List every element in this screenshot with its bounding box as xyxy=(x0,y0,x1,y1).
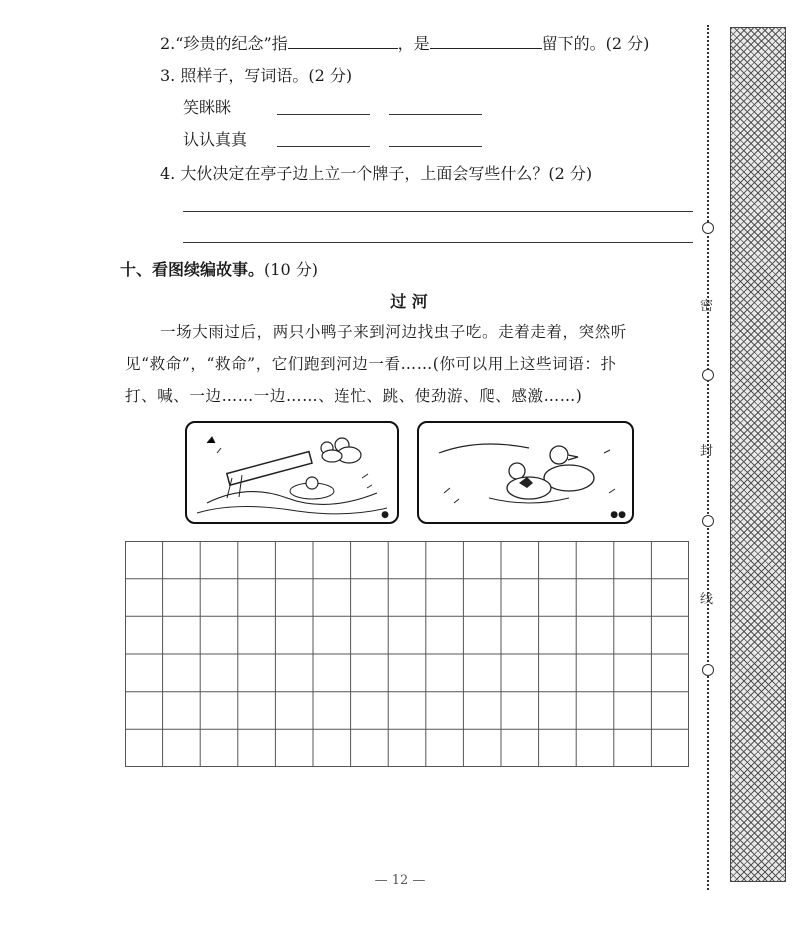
question-3-title: 3. 照样子，写词语。(2 分) xyxy=(160,66,353,85)
q4-answer-line-2[interactable] xyxy=(183,242,693,243)
story-line-2: 见“救命”，“救命”，它们跑到河边一看……(你可以用上这些词语：扑 xyxy=(125,355,617,373)
decorative-pattern-strip xyxy=(730,27,786,882)
story-line-1: 一场大雨过后，两只小鸭子来到河边找虫子吃。走着走着，突然听 xyxy=(160,323,627,341)
picture-2-mark: ●● xyxy=(610,510,626,520)
writing-grid-lines xyxy=(125,541,689,767)
q3-blank-1b[interactable] xyxy=(389,114,482,115)
question-2 xyxy=(160,31,649,54)
seal-char-2: 封 xyxy=(700,444,714,459)
q2-blank-1[interactable] xyxy=(288,32,398,49)
q3-example-2: 认认真真 xyxy=(183,130,248,149)
page-number: — 12 — xyxy=(374,873,426,888)
writing-grid[interactable] xyxy=(125,541,689,767)
q3-blank-2a[interactable] xyxy=(277,146,370,147)
seal-char-3: 线 xyxy=(700,592,714,607)
picture-1-mark: ● xyxy=(381,510,389,520)
section-10-score: (10 分) xyxy=(264,260,318,279)
q2-middle: ，是 xyxy=(397,34,430,53)
story-title: 过 河 xyxy=(390,292,428,311)
q2-blank-2[interactable] xyxy=(430,32,542,49)
q2-suffix: 留下的。(2 分) xyxy=(541,34,650,53)
q3-blank-2b[interactable] xyxy=(389,146,482,147)
q2-prefix: 2.“珍贵的纪念”指 xyxy=(160,34,288,53)
seal-circle-1 xyxy=(702,222,714,234)
seal-circle-2 xyxy=(702,369,714,381)
q3-example-1: 笑眯眯 xyxy=(183,98,232,117)
story-line-3: 打、喊、一边……一边……、连忙、跳、使劲游、爬、感激……) xyxy=(125,387,583,405)
ducks-rescue-illustration xyxy=(419,423,632,522)
seal-circle-3 xyxy=(702,515,714,527)
picture-1-frame xyxy=(185,421,399,524)
section-10-title: 十、看图续编故事。 xyxy=(120,260,265,279)
q4-answer-line-1[interactable] xyxy=(183,211,693,212)
picture-2-frame xyxy=(417,421,634,524)
q3-blank-1a[interactable] xyxy=(277,114,370,115)
duck-log-illustration xyxy=(187,423,397,522)
seal-circle-4 xyxy=(702,664,714,676)
question-4-title: 4. 大伙决定在亭子边上立一个牌子，上面会写些什么？(2 分) xyxy=(160,164,593,183)
section-10-heading xyxy=(120,257,318,280)
seal-char-1: 密 xyxy=(700,299,714,314)
